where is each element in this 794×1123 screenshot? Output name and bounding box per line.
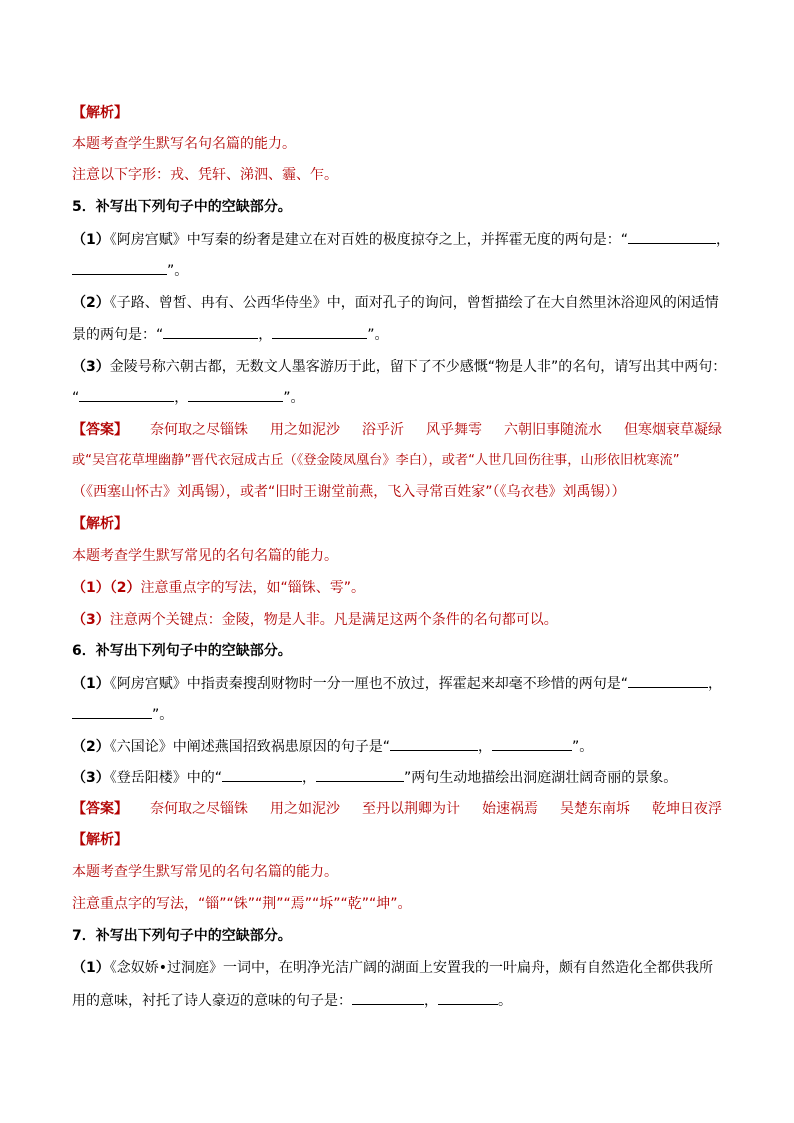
analysis-text: 本题考查学生默写名句名篇的能力。 xyxy=(72,136,296,152)
part-text: 景的两句是：“ xyxy=(72,327,164,343)
question-5-part-2-cont xyxy=(72,324,732,345)
part-label: （2） xyxy=(72,739,110,755)
analysis-text xyxy=(72,578,732,598)
answer-blank[interactable] xyxy=(79,387,174,402)
question-5-part-2 xyxy=(72,293,732,313)
part-end: ”。 xyxy=(167,263,189,279)
analysis-tag: 【解析】 xyxy=(72,832,128,848)
answer-blank[interactable] xyxy=(492,736,572,751)
analysis-text: 注意以下字形：戎、凭轩、涕泗、霾、乍。 xyxy=(72,167,338,183)
question-6-part-1-cont xyxy=(72,704,732,725)
analysis-detail: 注意重点字的写法，如“锱铢、雩”。 xyxy=(140,580,365,596)
answer-item: 至丹以荆卿为计 xyxy=(362,801,460,817)
answer-tag: 【答案】 xyxy=(72,422,128,438)
part-end: ”。 xyxy=(283,390,305,406)
answer-text: （《西塞山怀古》刘禹锡），或者“旧时王谢堂前燕，飞入寻常百姓家”（《乌衣巷》刘禹锡）） xyxy=(72,484,626,500)
answer-item: 六朝旧事随流水 xyxy=(504,422,602,438)
part-label: （1） xyxy=(72,232,110,248)
question-6-part-3 xyxy=(72,767,732,788)
part-text: 《子路、曾皙、冉有、公西华侍坐》中，面对孔子的询问，曾皙描绘了在大自然里沐浴迎风的闲适情 xyxy=(109,295,719,311)
answer-item: 始速祸焉 xyxy=(482,801,538,817)
part-text: 用的意味，衬托了诗人豪迈的意味的句子是： xyxy=(72,993,352,1009)
answer-blank[interactable] xyxy=(272,324,367,339)
analysis-text xyxy=(72,610,732,630)
part-label: （2） xyxy=(72,295,110,311)
answer-blank[interactable] xyxy=(163,324,258,339)
answer-blank[interactable] xyxy=(72,704,152,719)
part-label: （3） xyxy=(72,770,110,786)
answer-blank[interactable] xyxy=(352,990,424,1005)
part-end: ”。 xyxy=(367,327,389,343)
answer-item: 但寒烟衰草凝绿 xyxy=(624,422,722,438)
question-7-title: 7．补写出下列句子中的空缺部分。 xyxy=(72,928,292,944)
answer-item: 浴乎沂 xyxy=(362,422,404,438)
question-6-part-1 xyxy=(72,673,732,694)
separator: ， xyxy=(424,993,438,1009)
separator: ， xyxy=(478,739,493,755)
part-label: （1） xyxy=(72,676,110,692)
question-5-part-1-cont xyxy=(72,260,732,281)
answer-tag: 【答案】 xyxy=(72,801,128,817)
answer-blank[interactable] xyxy=(72,260,167,275)
part-label: （3） xyxy=(72,612,110,628)
part-label: （1）（2） xyxy=(72,580,141,596)
separator: ， xyxy=(716,232,731,248)
answer-item: 用之如泥沙 xyxy=(270,422,340,438)
analysis-detail: 注意两个关键点：金陵，物是人非。凡是满足这两个条件的名句都可以。 xyxy=(109,612,558,628)
answer-blank[interactable] xyxy=(628,229,716,244)
separator: ， xyxy=(302,770,317,786)
question-5-title: 5．补写出下列句子中的空缺部分。 xyxy=(72,199,292,215)
answer-text: 或“吴宫花草埋幽静”晋代衣冠成古丘（《登金陵凤凰台》李白），或者“人世几回伤往事，山形依旧枕寒流” xyxy=(72,453,680,468)
part-text: 《阿房宫赋》中写秦的纷奢是建立在对百姓的极度掠夺之上，并挥霍无度的两句是：“ xyxy=(109,232,629,248)
answer-item: 乾坤日夜浮 xyxy=(652,801,722,817)
answer-item: 吴楚东南坼 xyxy=(560,801,630,817)
part-label: （1） xyxy=(72,960,110,976)
part-text: 《登岳阳楼》中的“ xyxy=(109,770,223,786)
part-text: 《六国论》中阐述燕国招致祸患原因的句子是“ xyxy=(109,739,391,755)
analysis-text: 本题考查学生默写常见的名句名篇的能力。 xyxy=(72,548,338,564)
part-text: 《阿房宫赋》中指责秦搜刮财物时一分一厘也不放过，挥霍起来却毫不珍惜的两句是“ xyxy=(109,676,629,692)
question-7-part-1 xyxy=(72,958,732,978)
answer-blank[interactable] xyxy=(222,767,302,782)
separator: ， xyxy=(708,676,723,692)
answer-blank[interactable] xyxy=(316,767,404,782)
answer-blank[interactable] xyxy=(390,736,478,751)
separator: ， xyxy=(174,390,189,406)
question-5-part-1 xyxy=(72,229,732,250)
analysis-text: 本题考查学生默写常见的名句名篇的能力。 xyxy=(72,864,338,880)
question-5-part-3-cont xyxy=(72,387,732,408)
part-end: ”。 xyxy=(572,739,594,755)
question-6-title: 6．补写出下列句子中的空缺部分。 xyxy=(72,643,292,659)
part-end: ”。 xyxy=(152,707,174,723)
answer-blank[interactable] xyxy=(188,387,283,402)
part-end: 。 xyxy=(498,993,512,1009)
answer-blank[interactable] xyxy=(628,673,708,688)
analysis-tag: 【解析】 xyxy=(72,105,128,121)
part-text: 金陵号称六朝古都，无数文人墨客游历于此，留下了不少感慨“物是人非”的名句，请写出其中两句： xyxy=(109,359,727,375)
answer-item: 奈何取之尽锱铢 xyxy=(150,801,248,817)
part-text: 《念奴娇•过洞庭》一词中，在明净光洁广阔的湖面上安置我的一叶扁舟，颇有自然造化全都供我所 xyxy=(109,960,714,976)
part-end: ”两句生动地描绘出洞庭湖壮阔奇丽的景象。 xyxy=(404,770,678,786)
separator: ， xyxy=(258,327,273,343)
answer-item: 风乎舞雩 xyxy=(426,422,482,438)
part-label: （3） xyxy=(72,359,110,375)
question-6-part-2 xyxy=(72,736,732,757)
question-7-part-1-cont xyxy=(72,990,732,1011)
part-open: “ xyxy=(72,390,80,406)
answer-item: 用之如泥沙 xyxy=(270,801,340,817)
answer-blank[interactable] xyxy=(438,990,498,1005)
answer-item: 奈何取之尽锱铢 xyxy=(150,422,248,438)
answer-row xyxy=(72,799,732,819)
question-5-part-3 xyxy=(72,357,732,377)
analysis-tag: 【解析】 xyxy=(72,516,128,532)
analysis-text: 注意重点字的写法，“锱”“铢”“荆”“焉”“坼”“乾”“坤”。 xyxy=(72,896,412,912)
answer-row xyxy=(72,420,732,440)
